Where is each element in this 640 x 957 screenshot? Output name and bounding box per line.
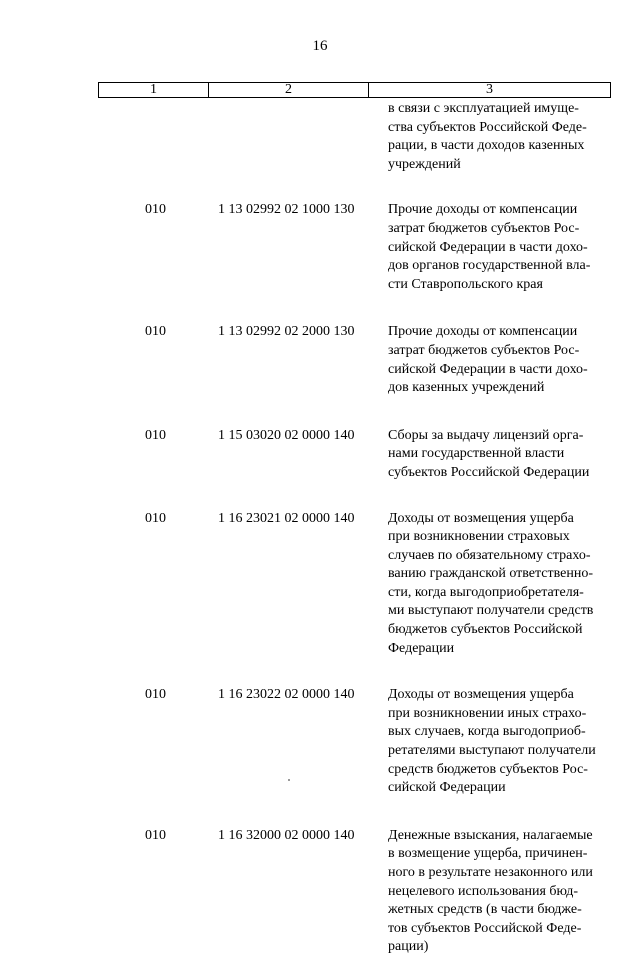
income-name-cell: Доходы от возмещения ущерба при возникновении иных страхо- вых случаев, когда выгодоприоб- ретателями выступают получатели средств бюджетов субъектов Рос- сийской Федерации xyxy=(388,687,596,796)
income-name-cell: Сборы за выдачу лицензий орга- нами государственной власти субъектов Российской Федерации xyxy=(388,427,590,480)
income-name-cell: Денежные взыскания, налагаемые в возмещение ущерба, причинен- ного в результате незаконного или нецелевого использования бюд- жетных средств (в части бюдже- тов субъектов Российской Феде- рации) xyxy=(388,827,593,955)
budget-code-cell xyxy=(205,100,388,174)
income-name-cell: Прочие доходы от компенсации затрат бюджетов субъектов Рос- сийской Федерации в части дохо- дов казенных учреждений xyxy=(388,324,588,396)
income-name-cell: Доходы от возмещения ущерба при возникновении страховых случаев по обязательному страхо- ванию гражданской ответственно- сти, когда выгодоприобретателя- ми выступают получатели средств бюджетов субъектов Российской Федерации xyxy=(388,510,594,656)
table-row xyxy=(0,510,640,659)
budget-code-cell: 1 16 32000 02 0000 140 xyxy=(218,827,355,843)
table-row xyxy=(0,323,640,397)
budget-code-cell: 1 16 23021 02 0000 140 xyxy=(218,510,355,526)
table-row xyxy=(0,686,640,798)
budget-code-cell: 1 16 23022 02 0000 140 xyxy=(218,687,355,703)
income-name-cell: Прочие доходы от компенсации затрат бюджетов субъектов Рос- сийской Федерации в части дохо- дов органов государственной вла- сти Ставропольского края xyxy=(388,202,591,292)
admin-code-cell: 010 xyxy=(145,510,166,526)
budget-code-cell: 1 13 02992 02 1000 130 xyxy=(218,202,355,218)
table-row xyxy=(0,100,640,174)
admin-code-cell: 010 xyxy=(145,827,166,843)
admin-code-cell: 010 xyxy=(145,687,166,703)
table-row xyxy=(0,427,640,483)
budget-code-cell: 1 13 02992 02 2000 130 xyxy=(218,324,355,340)
table-row xyxy=(0,201,640,294)
admin-code-cell xyxy=(0,100,205,174)
admin-code-cell: 010 xyxy=(145,427,166,443)
table-body xyxy=(0,98,640,957)
page-number: 16 xyxy=(312,38,328,54)
table-row xyxy=(0,827,640,957)
table-header xyxy=(98,82,611,98)
table-header-col-3: 3 xyxy=(486,82,493,97)
table-header-col-2: 2 xyxy=(209,83,369,97)
admin-code-cell: 010 xyxy=(145,202,166,218)
table-header-col-1: 1 xyxy=(99,83,209,97)
budget-code-cell: 1 15 03020 02 0000 140 xyxy=(218,427,355,443)
scan-speck xyxy=(288,779,290,781)
admin-code-cell: 010 xyxy=(145,324,166,340)
income-name-cell: в связи с эксплуатацией имуще- ства субъектов Российской Феде- рации, в части доходов казенных учреждений xyxy=(388,101,587,172)
